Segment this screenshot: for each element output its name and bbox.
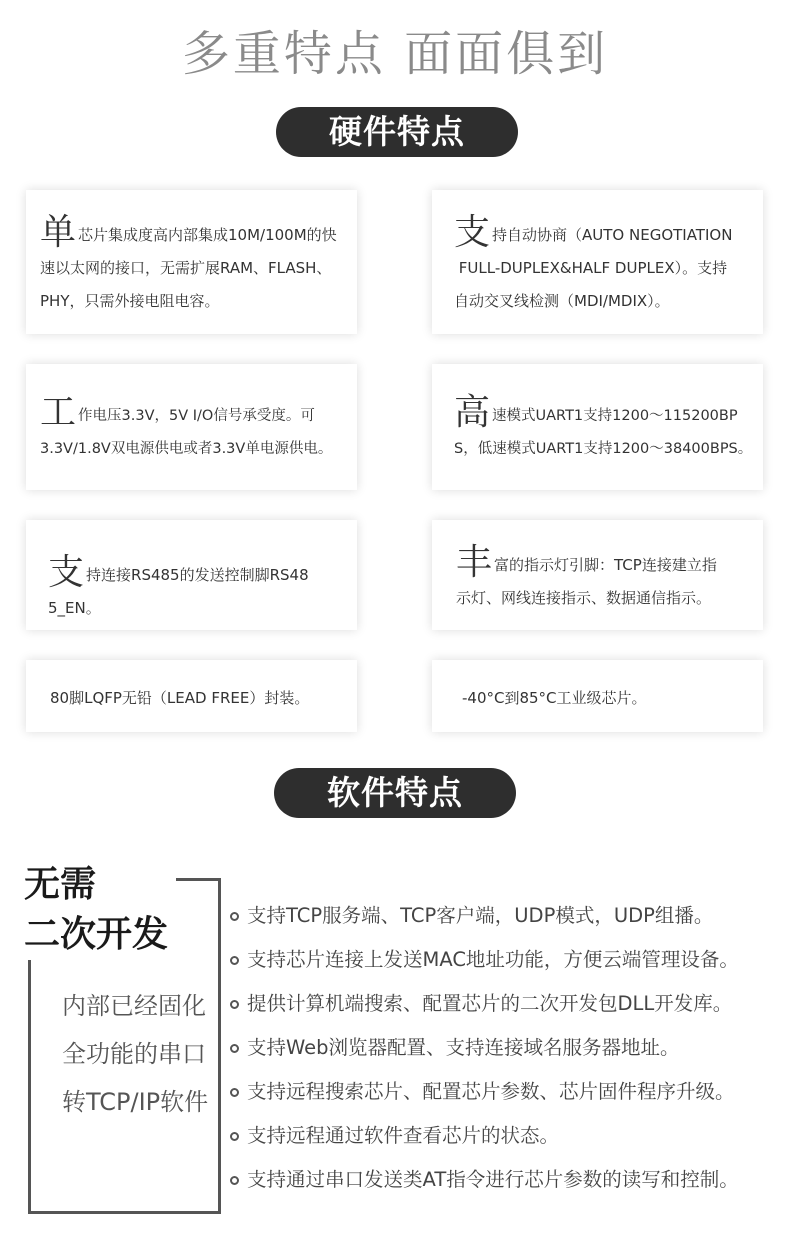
bullet-icon bbox=[230, 1176, 239, 1185]
feature-lead-char: 支 bbox=[48, 552, 85, 593]
list-item bbox=[230, 1026, 739, 1070]
feature-text: FULL-DUPLEX&HALF DUPLEX）。支持 bbox=[454, 259, 728, 277]
feature-lead-char: 单 bbox=[40, 212, 77, 253]
bullet-icon bbox=[230, 1044, 239, 1053]
hardware-feature-card bbox=[432, 190, 763, 334]
feature-text: 芯片集成度高内部集成10M/100M的快 bbox=[78, 226, 337, 244]
hardware-feature-card bbox=[432, 660, 763, 732]
feature-text: 自动交叉线检测（MDI/MDIX）。 bbox=[454, 292, 670, 310]
no-secondary-development-heading bbox=[24, 860, 176, 960]
hardware-feature-card bbox=[432, 364, 763, 490]
software-description: 内部已经固化全功能的串口转TCP/IP软件 bbox=[62, 992, 209, 1116]
feature-text: 作电压3.3V，5V I/O信号承受度。可 bbox=[78, 408, 315, 424]
feature-text: 示灯、网线连接指示、数据通信指示。 bbox=[456, 589, 712, 607]
list-item-text: 提供计算机端搜索、配置芯片的二次开发包DLL开发库。 bbox=[247, 992, 733, 1015]
feature-lead-char: 高 bbox=[454, 392, 491, 433]
bullet-icon bbox=[230, 912, 239, 921]
hardware-feature-card bbox=[26, 660, 357, 732]
hardware-feature-card bbox=[26, 364, 357, 490]
list-item-text: 支持远程通过软件查看芯片的状态。 bbox=[247, 1124, 560, 1147]
feature-lead-char: 丰 bbox=[456, 542, 493, 583]
feature-text: 5_EN。 bbox=[48, 599, 101, 617]
feature-text: 持连接RS485的发送控制脚RS48 bbox=[86, 566, 309, 584]
list-item bbox=[230, 1114, 739, 1158]
heading-line: 无需 bbox=[24, 864, 97, 905]
software-feature-list bbox=[230, 894, 739, 1202]
list-item bbox=[230, 1158, 739, 1202]
bullet-icon bbox=[230, 1000, 239, 1009]
feature-text: S，低速模式UART1支持1200～38400BPS。 bbox=[454, 441, 753, 457]
list-item bbox=[230, 982, 739, 1026]
list-item-text: 支持通过串口发送类AT指令进行芯片参数的读写和控制。 bbox=[247, 1168, 739, 1191]
hardware-feature-card bbox=[26, 520, 357, 630]
list-item bbox=[230, 894, 739, 938]
feature-text: 3.3V/1.8V双电源供电或者3.3V单电源供电。 bbox=[40, 441, 333, 457]
feature-text: 持自动协商（AUTO NEGOTIATION bbox=[492, 226, 733, 244]
feature-text: 80脚LQFP无铅（LEAD FREE）封装。 bbox=[50, 689, 310, 707]
feature-text: 速以太网的接口，无需扩展RAM、FLASH、 bbox=[40, 259, 332, 277]
list-item bbox=[230, 1070, 739, 1114]
list-item bbox=[230, 938, 739, 982]
software-section-heading: 软件特点 bbox=[274, 768, 516, 818]
heading-line: 二次开发 bbox=[24, 914, 169, 955]
feature-lead-char: 支 bbox=[454, 212, 491, 253]
feature-lead-char: 工 bbox=[40, 392, 77, 433]
bullet-icon bbox=[230, 1132, 239, 1141]
feature-text: PHY，只需外接电阻电容。 bbox=[40, 292, 220, 310]
list-item-text: 支持芯片连接上发送MAC地址功能，方便云端管理设备。 bbox=[247, 948, 739, 971]
hardware-feature-card bbox=[432, 520, 763, 630]
hardware-feature-card bbox=[26, 190, 357, 334]
list-item-text: 支持远程搜索芯片、配置芯片参数、芯片固件程序升级。 bbox=[247, 1080, 735, 1103]
bullet-icon bbox=[230, 1088, 239, 1097]
feature-text: 速模式UART1支持1200～115200BP bbox=[492, 408, 738, 424]
hardware-section-heading: 硬件特点 bbox=[276, 107, 518, 157]
list-item-text: 支持TCP服务端、TCP客户端，UDP模式，UDP组播。 bbox=[247, 904, 714, 927]
page-title: 多重特点 面面俱到 bbox=[181, 26, 609, 82]
list-item-text: 支持Web浏览器配置、支持连接域名服务器地址。 bbox=[247, 1036, 680, 1059]
feature-text: 富的指示灯引脚：TCP连接建立指 bbox=[494, 556, 717, 574]
bullet-icon bbox=[230, 956, 239, 965]
feature-text: -40°C到85°C工业级芯片。 bbox=[462, 689, 647, 707]
